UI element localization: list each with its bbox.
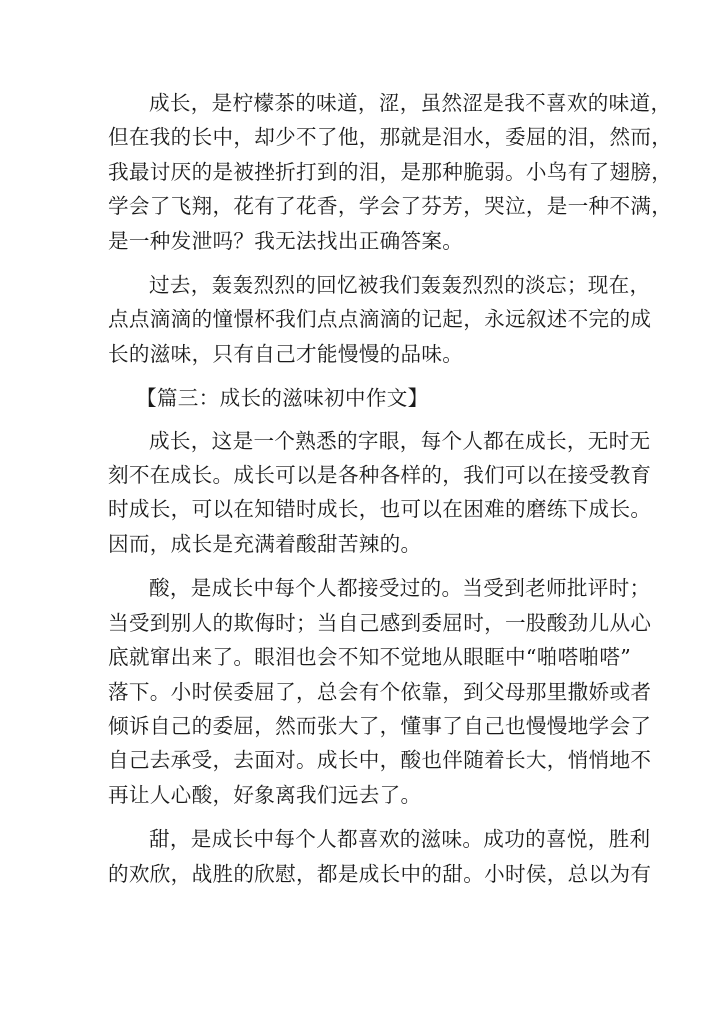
text-line: 是一种发泄吗？我无法找出正确答案。 [108, 228, 464, 253]
text-line: 刻不在成长。成长可以是各种各样的，我们可以在接受教育 [108, 463, 652, 488]
paragraph-lemon-tea [108, 86, 673, 258]
paragraph-sweet [108, 822, 652, 891]
paragraph-growth-intro [108, 424, 652, 562]
text-line: 成长，这是一个熟悉的字眼，每个人都在成长，无时无 [149, 428, 651, 453]
paragraph-past-and-present [108, 268, 652, 371]
text-line: 的欢欣，战胜的欣慰，都是成长中的甜。小时侯，总以为有 [108, 861, 652, 886]
text-line: 当受到别人的欺侮时；当自己感到委屈时，一股酸劲儿从心 [108, 610, 652, 635]
text-line: 自己去承受，去面对。成长中，酸也伴随着长大，悄悄地不 [108, 748, 652, 773]
section-heading [108, 381, 614, 415]
text-line: 但在我的长中，却少不了他，那就是泪水，委屈的泪，然而， [108, 125, 673, 150]
text-line: 时成长，可以在知错时成长，也可以在困难的磨练下成长。 [108, 497, 652, 522]
text-line: 成长，是柠檬茶的味道，涩，虽然涩是我不喜欢的味道， [149, 91, 672, 115]
text-line: 底就窜出来了。眼泪也会不知不觉地从眼眶中“啪嗒啪嗒” [108, 645, 632, 670]
text-line: 学会了飞翔，花有了花香，学会了芬芳，哭泣，是一种不满， [108, 194, 673, 219]
text-line: 再让人心酸，好象离我们远去了。 [108, 782, 422, 807]
text-line: 酸，是成长中每个人都接受过的。当受到老师批评时； [149, 576, 651, 601]
text-line: 我最讨厌的是被挫折打到的泪，是那种脆弱。小鸟有了翅膀， [108, 159, 673, 184]
text-line: 落下。小时侯委屈了，总会有个依靠，到父母那里撒娇或者 [108, 679, 652, 704]
text-line: 甜，是成长中每个人都喜欢的滋味。成功的喜悦，胜利 [149, 827, 651, 852]
section-heading-text: 【篇三：成长的滋味初中作文】 [136, 386, 429, 411]
document-page [108, 86, 673, 901]
text-line: 长的滋味，只有自己才能慢慢的品味。 [108, 341, 464, 366]
paragraph-sour [108, 571, 652, 812]
text-line: 过去，轰轰烈烈的回忆被我们轰轰烈烈的淡忘；现在， [149, 273, 651, 298]
text-line: 倾诉自己的委屈，然而张大了，懂事了自己也慢慢地学会了 [108, 713, 652, 738]
text-line: 点点滴滴的憧憬杯我们点点滴滴的记起，永远叙述不完的成 [108, 307, 652, 332]
text-line: 因而，成长是充满着酸甜苦辣的。 [108, 531, 422, 556]
